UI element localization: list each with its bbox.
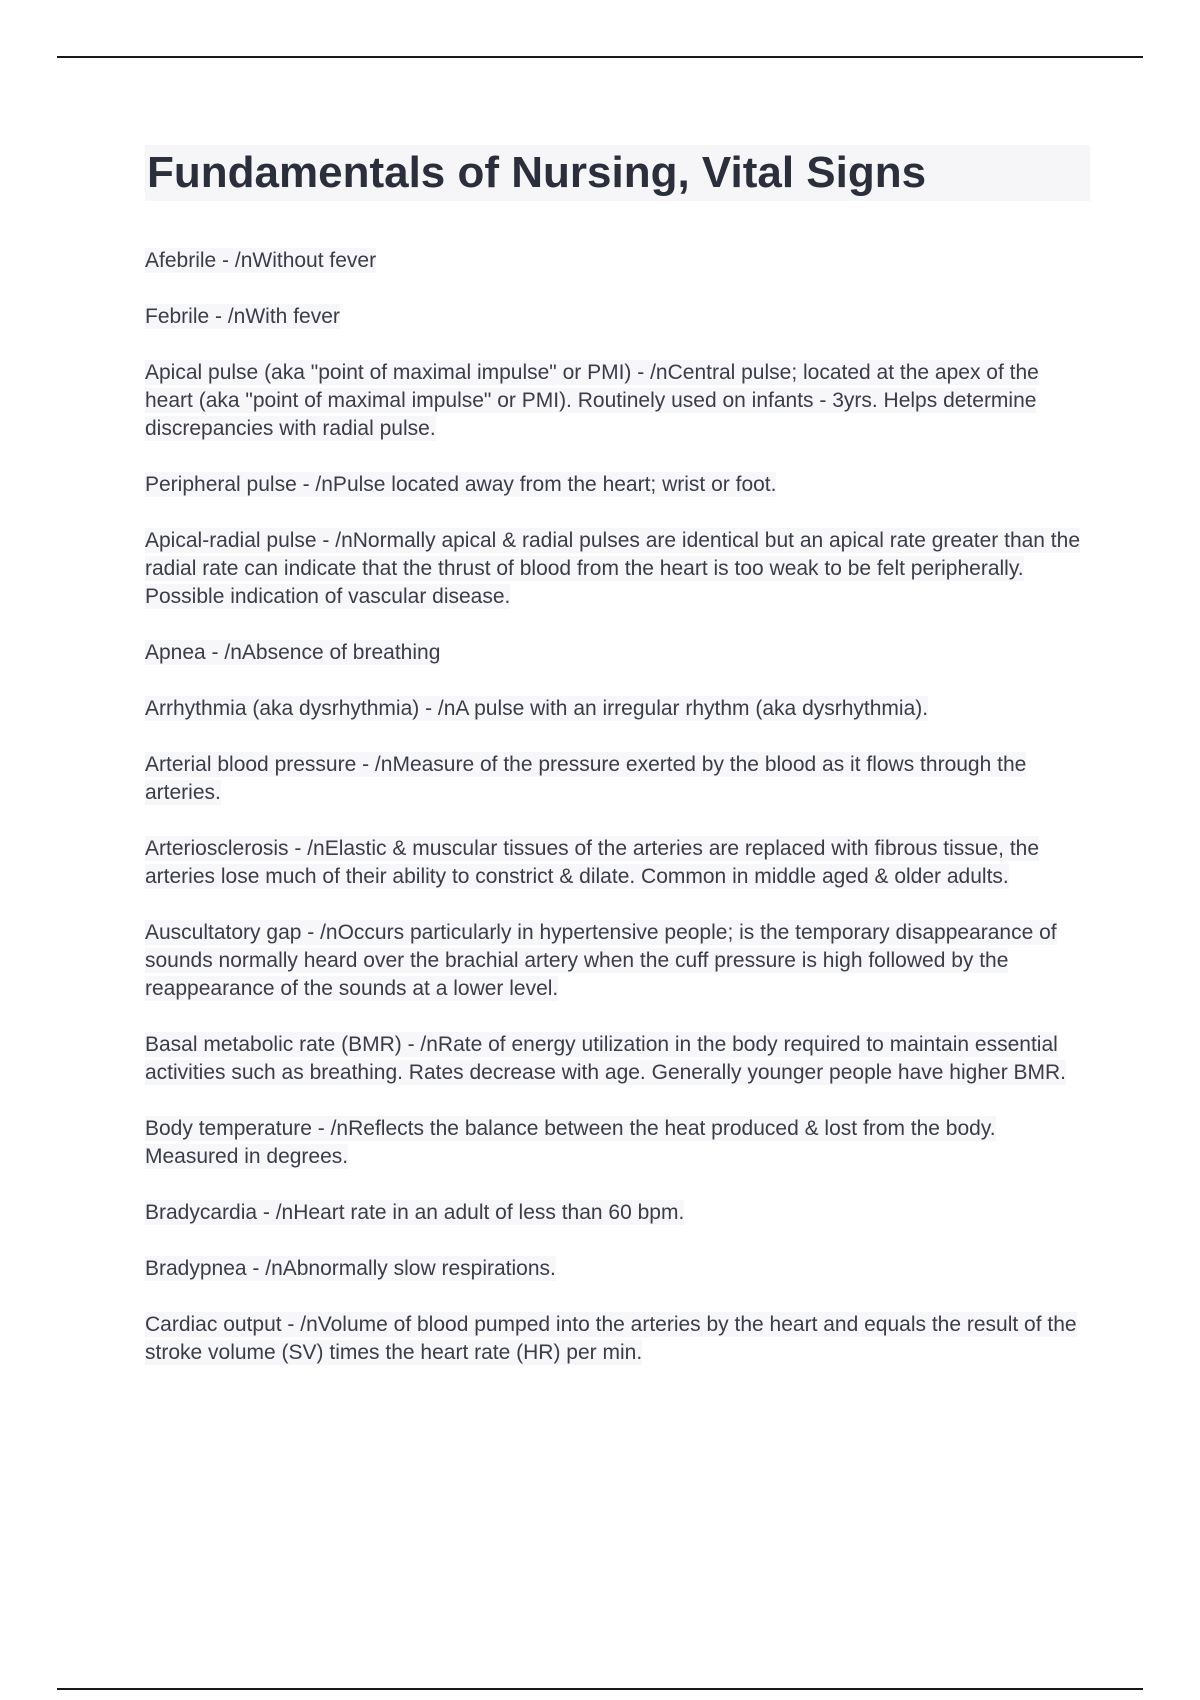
glossary-entry-text: Body temperature - /nReflects the balance between the heat produced & lost from the body. Measured in degrees. <box>145 1117 996 1168</box>
glossary-entry <box>145 1031 1090 1087</box>
glossary-entry <box>145 359 1090 443</box>
glossary-entry-text: Apnea - /nAbsence of breathing <box>145 641 441 664</box>
glossary-entry <box>145 835 1090 891</box>
glossary-entry <box>145 471 1090 499</box>
glossary-entry-text: Arrhythmia (aka dysrhythmia) - /nA pulse with an irregular rhythm (aka dysrhythmia). <box>145 697 929 720</box>
glossary-entry <box>145 247 1090 275</box>
glossary-entry-text: Cardiac output - /nVolume of blood pumped into the arteries by the heart and equals the result of the stroke volume (SV) times the heart rate (HR) per min. <box>145 1313 1077 1364</box>
glossary-entry <box>145 919 1090 1003</box>
glossary-entry-text: Basal metabolic rate (BMR) - /nRate of energy utilization in the body required to maintain essential activities such as breathing. Rates decrease with age. Generally younger people have higher BMR. <box>145 1033 1067 1084</box>
glossary-entry <box>145 1115 1090 1171</box>
glossary-entry-text: Apical-radial pulse - /nNormally apical & radial pulses are identical but an apical rate greater than the radial rate can indicate that the thrust of blood from the heart is too weak to be felt peripherally. Possible indication of vascular disease. <box>145 529 1081 608</box>
glossary-entry-text: Febrile - /nWith fever <box>145 305 340 328</box>
glossary-entry-text: Bradypnea - /nAbnormally slow respirations. <box>145 1257 556 1280</box>
glossary-entry <box>145 303 1090 331</box>
glossary-entry <box>145 695 1090 723</box>
glossary-entry-text: Arteriosclerosis - /nElastic & muscular tissues of the arteries are replaced with fibrous tissue, the arteries lose much of their ability to constrict & dilate. Common in middle aged & older adults. <box>145 837 1040 888</box>
glossary-entry-text: Apical pulse (aka "point of maximal impulse" or PMI) - /nCentral pulse; located at the apex of the heart (aka "point of maximal impulse" or PMI). Routinely used on infants - 3yrs. Helps determine discrepancies with radial pulse. <box>145 361 1039 440</box>
page-title: Fundamentals of Nursing, Vital Signs <box>145 145 1090 201</box>
glossary-entry-text: Afebrile - /nWithout fever <box>145 249 377 272</box>
glossary-entry <box>145 639 1090 667</box>
document-body <box>145 145 1090 1395</box>
glossary-list <box>145 247 1090 1367</box>
bottom-divider <box>57 1688 1143 1690</box>
glossary-entry-text: Peripheral pulse - /nPulse located away from the heart; wrist or foot. <box>145 473 777 496</box>
glossary-entry-text: Bradycardia - /nHeart rate in an adult of less than 60 bpm. <box>145 1201 685 1224</box>
glossary-entry-text: Arterial blood pressure - /nMeasure of the pressure exerted by the blood as it flows through the arteries. <box>145 753 1027 804</box>
glossary-entry <box>145 751 1090 807</box>
top-divider <box>57 56 1143 58</box>
glossary-entry <box>145 527 1090 611</box>
glossary-entry <box>145 1255 1090 1283</box>
glossary-entry-text: Auscultatory gap - /nOccurs particularly in hypertensive people; is the temporary disappearance of sounds normally heard over the brachial artery when the cuff pressure is high followed by the reappearance of the sounds at a lower level. <box>145 921 1057 1000</box>
glossary-entry <box>145 1311 1090 1367</box>
glossary-entry <box>145 1199 1090 1227</box>
